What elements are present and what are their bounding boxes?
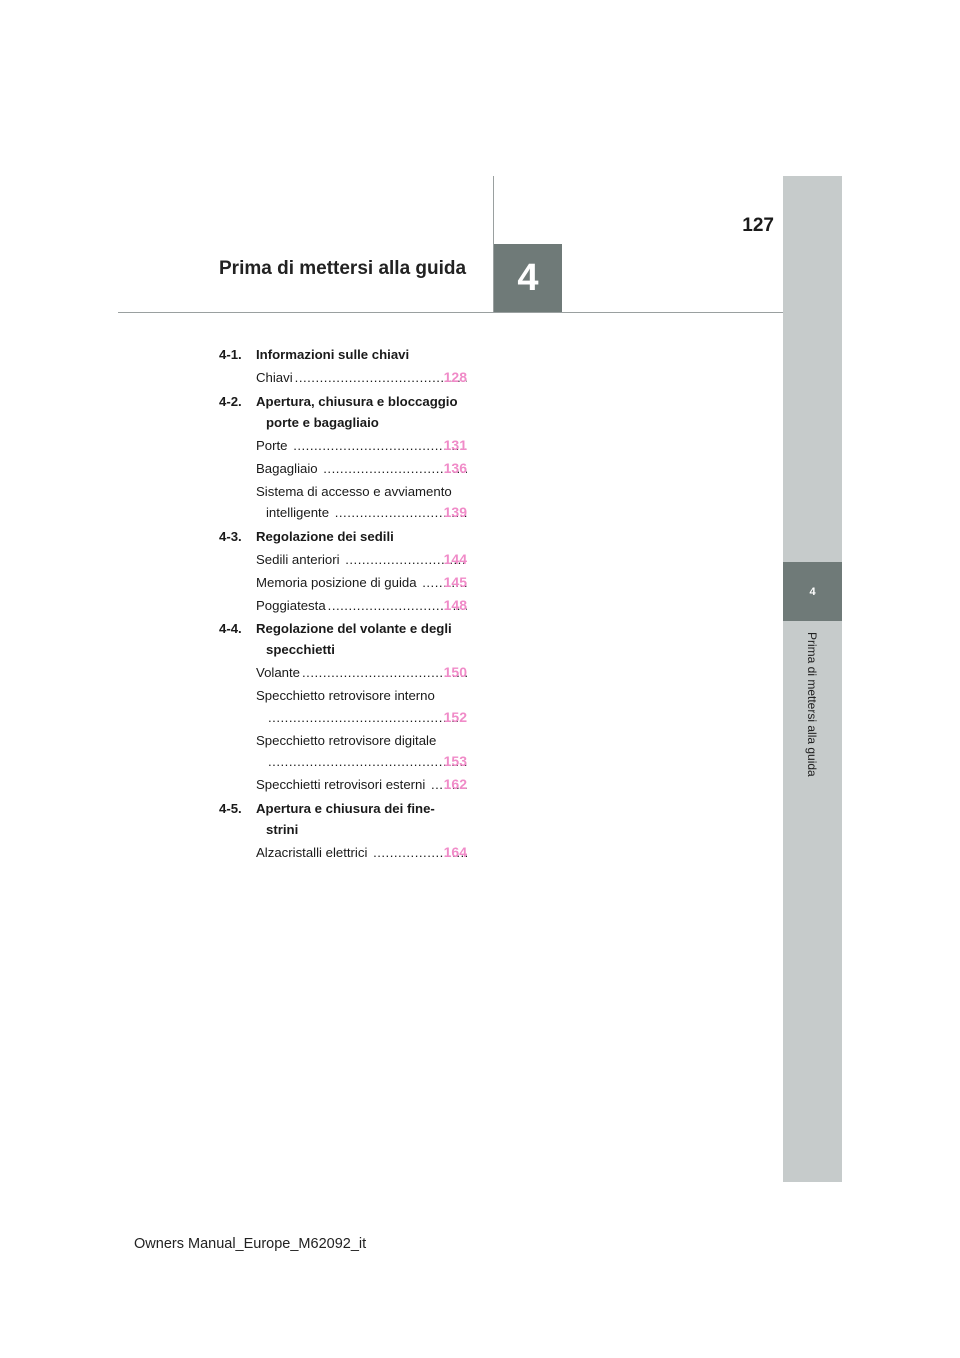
toc-entry-page-link[interactable]: 153	[443, 753, 467, 769]
toc-entry-label: Specchietti retrovisori esterni .....	[256, 774, 467, 796]
toc-entry-label: Porte .....	[256, 435, 467, 457]
toc-section-number: 4-2.	[219, 393, 242, 409]
toc-entry-page-link[interactable]: 150	[443, 664, 467, 680]
toc-entry[interactable]	[219, 842, 467, 864]
toc-entry[interactable]	[219, 367, 467, 389]
toc-entry-label-line1: Sistema di accesso e avviamento	[256, 483, 452, 499]
toc-entry[interactable]	[219, 481, 467, 524]
toc-entry[interactable]	[219, 774, 467, 796]
toc-entry-label: Memoria posizione di guida .....	[256, 572, 467, 594]
toc-entry[interactable]	[219, 662, 467, 684]
toc-entry-page-link[interactable]: 152	[443, 708, 467, 725]
toc-entry-label: Volante .....	[256, 662, 467, 684]
side-chapter-tab[interactable]: 4	[783, 562, 842, 621]
toc-section-heading	[219, 798, 467, 840]
toc-entry-page-link[interactable]: 128	[443, 369, 467, 385]
header-divider-horizontal	[118, 312, 783, 313]
toc-entry[interactable]	[219, 730, 467, 773]
toc-entry[interactable]	[219, 458, 467, 480]
toc-section-number: 4-5.	[219, 800, 242, 816]
toc-section-number: 4-1.	[219, 347, 242, 362]
toc-entry[interactable]	[219, 572, 467, 594]
toc-section-number: 4-4.	[219, 621, 242, 636]
toc-section-title: Regolazione del volante e degli specchietti	[256, 621, 452, 657]
side-chapter-label: Prima di mettersi alla guida	[805, 632, 819, 777]
toc-entry-page-link[interactable]: 144	[443, 550, 467, 567]
toc-section-heading	[219, 344, 467, 365]
toc-section-title: Apertura e chiusura dei fine-strini	[256, 800, 435, 837]
table-of-contents	[219, 342, 467, 865]
toc-section-title: Informazioni sulle chiavi	[256, 347, 410, 362]
footer-text: Owners Manual_Europe_M62092_it	[134, 1236, 367, 1252]
toc-section-number: 4-3.	[219, 528, 242, 544]
toc-entry-page-link[interactable]: 164	[443, 843, 467, 860]
toc-entry[interactable]	[219, 435, 467, 457]
toc-section-heading	[219, 391, 467, 433]
toc-entry-label: Poggiatesta .....	[256, 595, 467, 617]
toc-entry-page-link[interactable]: 139	[443, 504, 467, 520]
toc-entry-page-link[interactable]: 145	[443, 573, 467, 590]
toc-section-heading	[219, 526, 467, 547]
toc-section-title: Apertura, chiusura e bloccaggio porte e bagagliaio	[256, 393, 458, 430]
toc-entry-page-link[interactable]: 162	[443, 776, 467, 792]
toc-entry-label-line1: Specchietto retrovisore digitale	[256, 732, 437, 748]
toc-entry[interactable]	[219, 685, 467, 728]
toc-entry-label: Sedili anteriori .....	[256, 549, 467, 571]
toc-entry[interactable]	[219, 595, 467, 617]
page-number: 127	[742, 215, 774, 236]
toc-entry-label: intelligente .....	[256, 502, 467, 524]
toc-entry-label: Alzacristalli elettrici .....	[256, 842, 467, 864]
toc-entry-page-link[interactable]: 148	[443, 596, 467, 613]
chapter-title: Prima di mettersi alla guida	[219, 258, 467, 279]
toc-entry-page-link[interactable]: 131	[443, 436, 467, 453]
toc-entry-label: Bagagliaio .....	[256, 458, 467, 480]
toc-section-title: Regolazione dei sedili	[256, 528, 394, 544]
toc-entry-label	[256, 707, 467, 729]
toc-section-heading	[219, 618, 467, 660]
toc-entry[interactable]	[219, 549, 467, 571]
toc-entry-label	[256, 751, 467, 773]
chapter-number-box: 4	[494, 244, 562, 312]
toc-entry-label: Chiavi .....	[256, 367, 467, 389]
toc-entry-page-link[interactable]: 136	[443, 459, 467, 476]
toc-entry-label-line1: Specchietto retrovisore interno	[256, 688, 435, 703]
